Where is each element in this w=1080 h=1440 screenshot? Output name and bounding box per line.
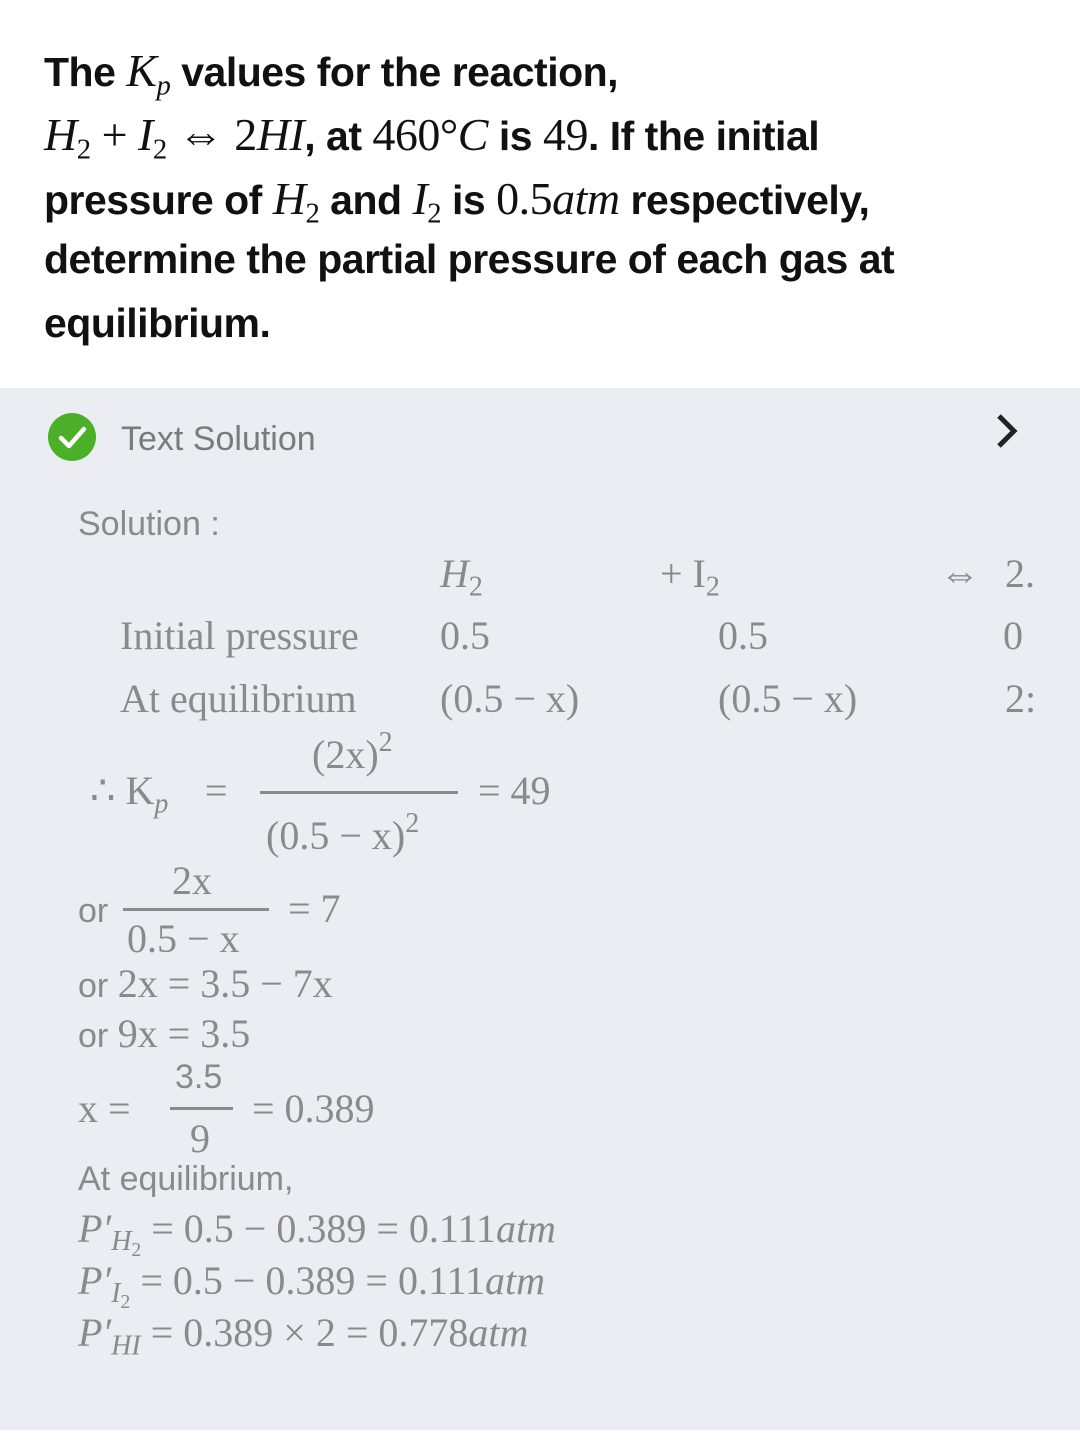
solution-label: Solution : xyxy=(78,505,220,543)
text: respectively, xyxy=(619,177,870,223)
text: values for the reaction, xyxy=(170,49,619,95)
math: I xyxy=(111,1278,121,1310)
math: (2x) xyxy=(312,731,379,777)
math: atm xyxy=(552,173,620,224)
row-equilibrium-h2: (0.5 − x) xyxy=(440,676,580,721)
math: 0.5 xyxy=(496,173,553,224)
math: H xyxy=(111,1226,132,1258)
math: H xyxy=(272,173,306,224)
or-label: or xyxy=(78,892,109,930)
x-rhs: = 0.389 xyxy=(252,1086,375,1131)
question-line-2 xyxy=(44,108,819,167)
solution-header-label: Text Solution xyxy=(121,420,316,458)
check-circle-icon xyxy=(47,412,97,462)
fraction-bar xyxy=(260,791,458,794)
math: 49 xyxy=(542,109,588,160)
math: p xyxy=(154,788,169,820)
text: is xyxy=(487,113,543,159)
fraction2-denominator: 0.5 − x xyxy=(127,916,240,961)
math: HI xyxy=(111,1330,141,1362)
question-line-5: equilibrium. xyxy=(44,300,271,346)
fraction-bar xyxy=(170,1107,233,1110)
partial-pressure-hi xyxy=(78,1309,528,1362)
fraction2-numerator: 2x xyxy=(172,858,212,903)
math: atm xyxy=(495,1206,556,1251)
math: (0.5 − x) xyxy=(266,812,406,858)
math: 2 xyxy=(76,133,91,166)
fraction-bar xyxy=(123,908,269,911)
math: P′ xyxy=(78,1206,112,1251)
row-equilibrium-hi: 2: xyxy=(1005,676,1037,721)
math: 2 xyxy=(468,571,483,603)
math: ⇔ 2 xyxy=(166,109,257,160)
kp-rhs: = 49 xyxy=(478,768,551,813)
text: . If the initial xyxy=(587,113,820,159)
question-line-3 xyxy=(44,172,869,231)
text: The xyxy=(44,49,127,95)
row-initial-i2: 0.5 xyxy=(718,613,768,658)
math: I xyxy=(412,173,428,224)
partial-pressure-i2 xyxy=(78,1257,545,1314)
fraction2-rhs: = 7 xyxy=(288,886,341,931)
row-initial-h2: 0.5 xyxy=(440,613,490,658)
kp-numerator xyxy=(312,727,393,778)
row-initial-hi: 0 xyxy=(1003,613,1023,658)
math: C xyxy=(457,109,488,160)
table-head-i2 xyxy=(660,550,720,603)
math: = 0.5 − 0.389 = 0.111 xyxy=(130,1258,486,1303)
math: + xyxy=(90,109,139,160)
text: or xyxy=(78,1017,118,1055)
text: and xyxy=(319,177,413,223)
math: 2x = 3.5 − 7x xyxy=(117,961,333,1006)
math: atm xyxy=(468,1310,529,1355)
question-line-1 xyxy=(44,44,618,103)
text: pressure of xyxy=(44,177,273,223)
kp-denominator xyxy=(266,808,419,859)
math: 2 xyxy=(705,571,720,603)
math xyxy=(111,1278,131,1314)
text: , at xyxy=(304,113,373,159)
math: HI xyxy=(256,109,305,160)
math: H xyxy=(44,109,77,160)
math: 2 xyxy=(305,197,320,230)
math: = 0.5 − 0.389 = 0.111 xyxy=(141,1206,496,1251)
math: P′ xyxy=(78,1310,112,1355)
math: + I xyxy=(660,551,706,596)
kp-equals: = xyxy=(205,768,228,813)
math: p xyxy=(156,69,171,102)
math: = 0.389 × 2 = 0.778 xyxy=(140,1310,469,1355)
text: or xyxy=(78,967,118,1005)
solution-header[interactable] xyxy=(0,388,1080,488)
math: 2 xyxy=(378,727,393,758)
at-equilibrium-label: At equilibrium, xyxy=(78,1160,294,1198)
row-initial-label: Initial pressure xyxy=(120,613,359,658)
text: is xyxy=(441,177,497,223)
row-equilibrium-i2: (0.5 − x) xyxy=(718,676,858,721)
math: 2 xyxy=(405,808,420,839)
row-equilibrium-label: At equilibrium xyxy=(120,676,357,721)
table-head-h2 xyxy=(440,550,483,603)
equation-line-3 xyxy=(78,960,333,1007)
math: 2 xyxy=(120,1292,131,1314)
table-head-arrow: ⇔ xyxy=(940,551,980,596)
math: 2 xyxy=(427,197,442,230)
x-lhs: x = xyxy=(78,1086,131,1131)
chevron-right-icon[interactable] xyxy=(994,412,1020,450)
math: 2 xyxy=(131,1240,142,1262)
x-denominator: 9 xyxy=(190,1116,210,1161)
equation-line-4 xyxy=(78,1010,250,1057)
math: 2 xyxy=(152,133,167,166)
math xyxy=(111,1226,142,1262)
math: I xyxy=(138,109,153,160)
partial-pressure-h2 xyxy=(78,1205,556,1262)
kp-lhs xyxy=(90,767,168,820)
x-numerator: 3.5 xyxy=(175,1058,223,1096)
math: ∴ K xyxy=(90,768,155,813)
table-head-hi: 2. xyxy=(1005,551,1035,596)
math: K xyxy=(126,45,157,96)
math: atm xyxy=(485,1258,546,1303)
question-line-4: determine the partial pressure of each gas at xyxy=(44,236,895,282)
math: 460° xyxy=(372,109,458,160)
math: P′ xyxy=(78,1258,112,1303)
math: 9x = 3.5 xyxy=(117,1011,251,1056)
math: H xyxy=(440,551,469,596)
